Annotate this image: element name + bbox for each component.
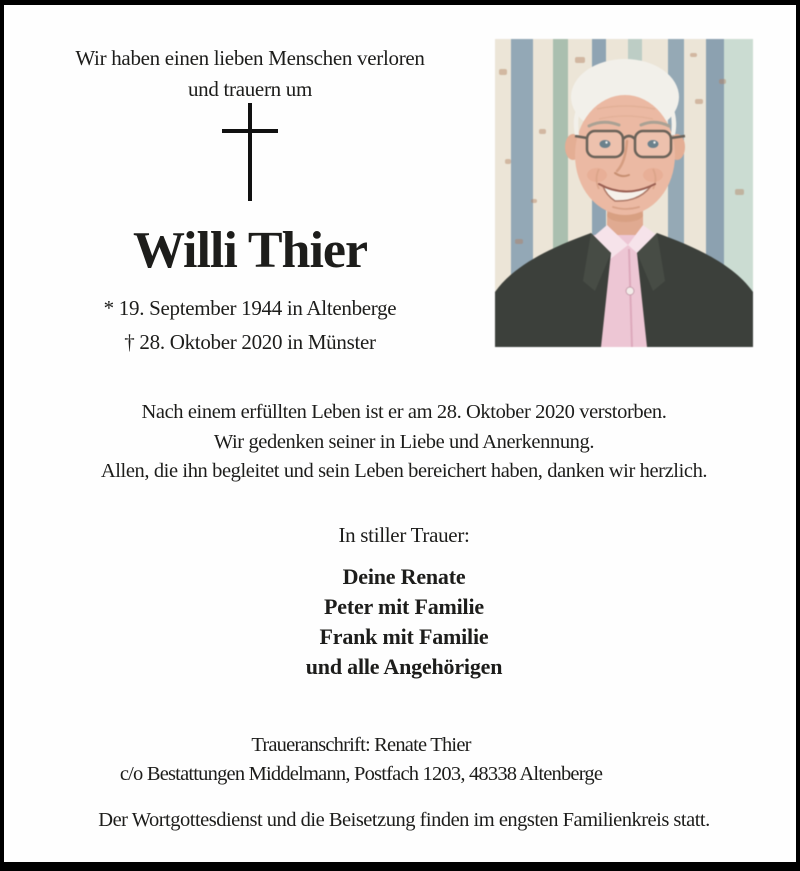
intro-line-1: Wir haben einen lieben Menschen verloren [75,46,425,70]
tribute-line: Allen, die ihn begleitet und sein Leben bereichert haben, danken wir herzlich. [100,460,708,482]
death-date-line: † 28. Oktober 2020 in Münster [124,330,376,354]
cross-vertical-bar [248,103,252,201]
tribute-line: Nach einem erfüllten Leben ist er am 28. Oktober 2020 verstorben. [141,401,667,423]
portrait-photo-graphic [495,39,753,347]
intro-line-2: und trauern um [187,77,313,101]
mourner-name: Deine Renate [342,564,466,589]
portrait-photo [495,39,753,347]
mourner-name: Frank mit Familie [319,624,489,649]
cross-icon-wrapper [4,103,496,205]
contact-line-2: c/o Bestattungen Middelmann, Postfach 1203, 48338 Altenberge [119,762,603,785]
birth-date-line: * 19. September 1944 in Altenberge [103,296,397,320]
mourners-list [8,562,800,682]
contact-address [0,731,757,788]
closing-line: Der Wortgottesdienst und die Beisetzung finden im engsten Familienkreis statt. [98,809,710,831]
tribute-paragraph [8,398,800,487]
deceased-name: Willi Thier [132,222,368,279]
cross-icon [222,103,278,201]
mourning-heading: In stiller Trauer: [338,523,470,547]
mourner-name: und alle Angehörigen [305,654,503,679]
contact-line-1: Traueranschrift: Renate Thier [251,734,471,756]
tribute-line: Wir gedenken seiner in Liebe und Anerkennung. [213,430,595,453]
cross-horizontal-bar [222,129,278,133]
mourner-name: Peter mit Familie [324,594,484,619]
